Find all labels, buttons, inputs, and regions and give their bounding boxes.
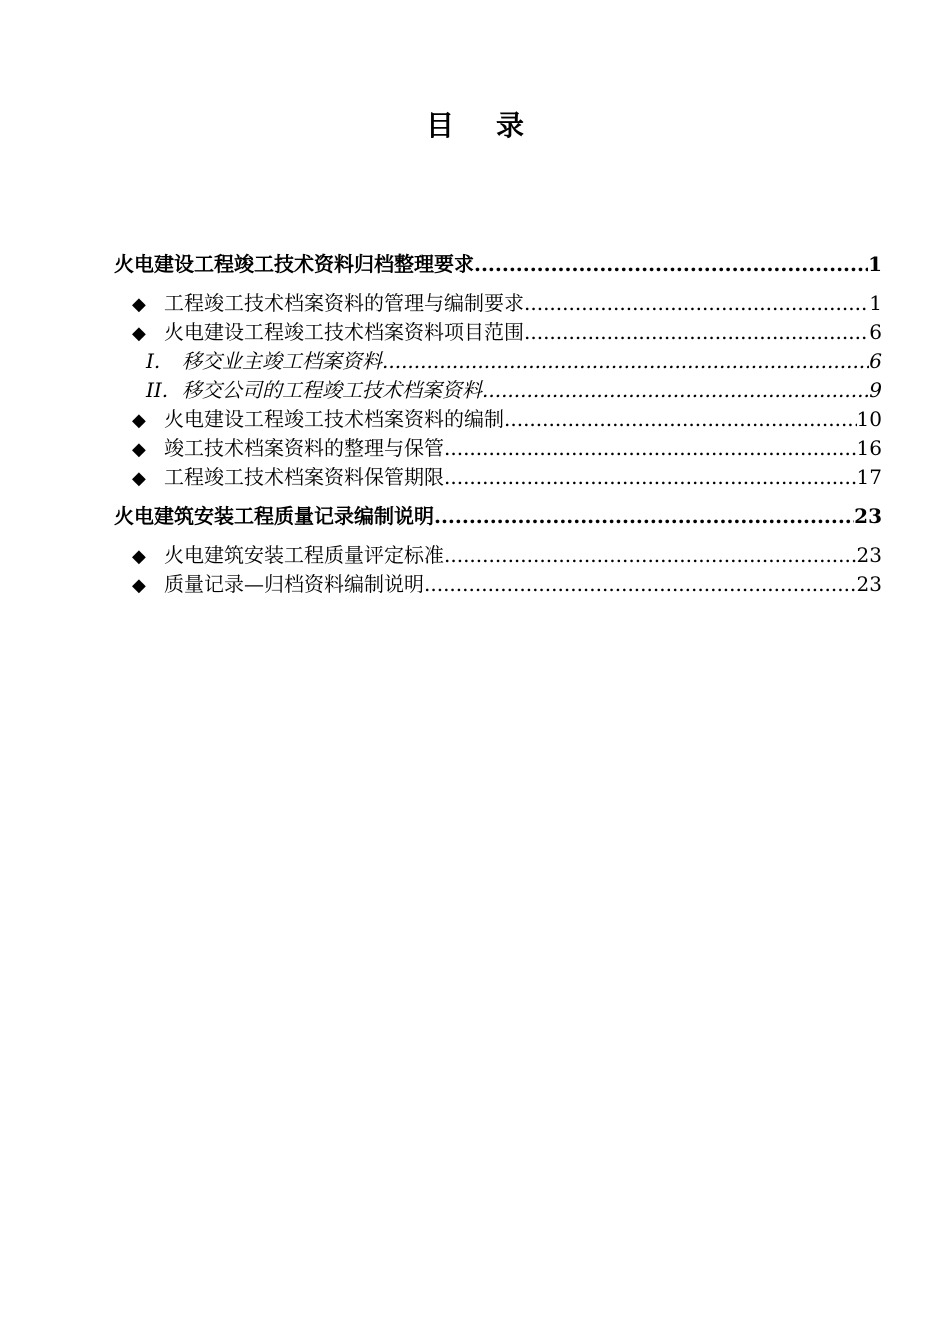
toc-item-title: 质量记录—归档资料编制说明 — [164, 572, 424, 596]
toc-item[interactable] — [114, 405, 882, 434]
toc-subitem[interactable] — [114, 347, 882, 376]
toc-item-title: 竣工技术档案资料的整理与保管 — [164, 436, 444, 460]
toc-section-2-title: 火电建筑安装工程质量记录编制说明 — [114, 504, 434, 528]
toc-section-1[interactable] — [114, 250, 882, 279]
diamond-bullet-icon: ◆ — [132, 410, 146, 431]
toc-item-title: 工程竣工技术档案资料保管期限 — [164, 465, 444, 489]
diamond-bullet-icon: ◆ — [132, 439, 146, 460]
toc-subitem-page: 6 — [869, 349, 882, 373]
toc-item-page: 23 — [856, 543, 882, 567]
toc-item[interactable] — [114, 434, 882, 463]
dot-leader — [482, 376, 869, 405]
toc-item-title: 工程竣工技术档案资料的管理与编制要求 — [164, 291, 524, 315]
dot-leader — [474, 250, 868, 279]
toc-item-page: 17 — [856, 465, 882, 489]
toc-item[interactable] — [114, 570, 882, 599]
toc-item[interactable] — [114, 289, 882, 318]
dot-leader — [504, 405, 857, 434]
dot-leader — [444, 463, 857, 492]
toc-item[interactable] — [114, 463, 882, 492]
diamond-bullet-icon: ◆ — [132, 323, 146, 344]
dot-leader — [524, 318, 869, 347]
table-of-contents — [114, 250, 882, 599]
dot-leader — [524, 289, 869, 318]
toc-item-title: 火电建筑安装工程质量评定标准 — [164, 543, 444, 567]
toc-item-page: 23 — [856, 572, 882, 596]
toc-section-2[interactable] — [114, 502, 882, 531]
toc-item-title: 火电建设工程竣工技术档案资料项目范围 — [164, 320, 524, 344]
dot-leader — [444, 541, 857, 570]
toc-item-page: 1 — [869, 291, 882, 315]
roman-numeral-marker: II. — [146, 378, 169, 402]
toc-item[interactable] — [114, 541, 882, 570]
toc-item-page: 16 — [856, 436, 882, 460]
roman-numeral-marker: I. — [146, 349, 161, 373]
dot-leader — [382, 347, 869, 376]
toc-subitem[interactable] — [114, 376, 882, 405]
dot-leader — [434, 502, 854, 531]
toc-subitem-title: 移交公司的工程竣工技术档案资料 — [182, 378, 482, 402]
toc-section-1-page: 1 — [868, 252, 882, 276]
page-title: 目录 — [425, 109, 566, 142]
diamond-bullet-icon: ◆ — [132, 575, 146, 596]
toc-item-page: 6 — [869, 320, 882, 344]
toc-subitem-page: 9 — [869, 378, 882, 402]
toc-subitem-title: 移交业主竣工档案资料 — [182, 349, 382, 373]
diamond-bullet-icon: ◆ — [132, 546, 146, 567]
toc-section-1-title: 火电建设工程竣工技术资料归档整理要求 — [114, 252, 474, 276]
toc-item-title: 火电建设工程竣工技术档案资料的编制 — [164, 407, 504, 431]
toc-item-page: 10 — [856, 407, 882, 431]
dot-leader — [424, 570, 857, 599]
diamond-bullet-icon: ◆ — [132, 468, 146, 489]
toc-item[interactable] — [114, 318, 882, 347]
diamond-bullet-icon: ◆ — [132, 294, 146, 315]
toc-section-2-page: 23 — [854, 504, 882, 528]
dot-leader — [444, 434, 857, 463]
